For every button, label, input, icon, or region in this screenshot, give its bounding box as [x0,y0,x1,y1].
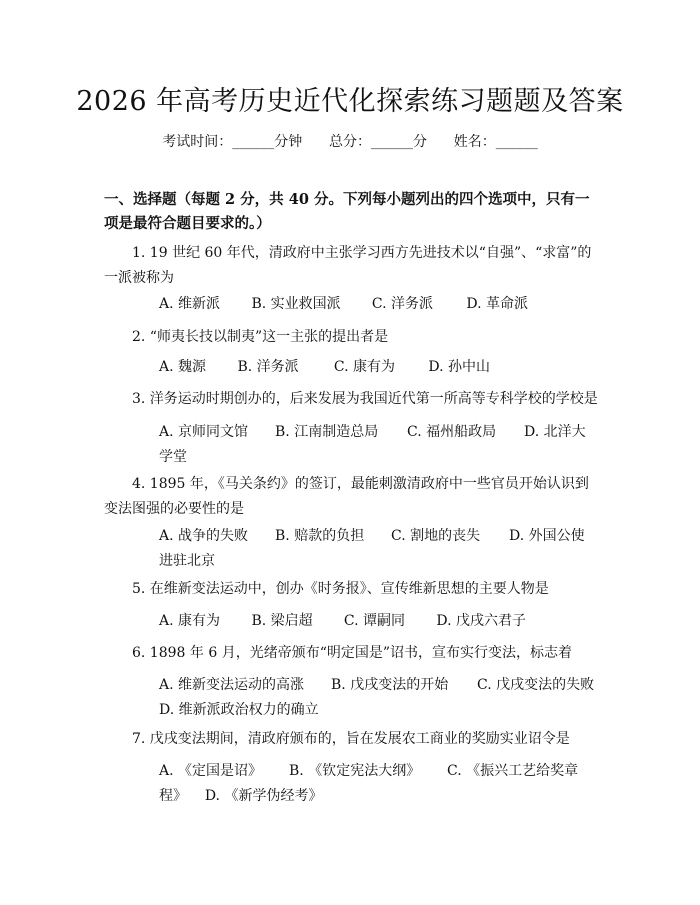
option-a: A. 魏源 [159,359,207,375]
option-c: C. 康有为 [333,359,396,375]
question-7 [104,727,598,752]
question-stem: 4. 1895 年，《马关条约》的签订，最能刺激清政府中一些官员开始认识到变法图强的必要性的是 [104,476,589,517]
option-d: D. 北洋大学堂 [159,424,586,465]
option-a: A. 《定国是诏》 [159,763,263,779]
question-5 [104,577,598,602]
option-a: A. 维新派 [159,296,221,312]
option-b: B. 赔款的负担 [275,528,365,544]
option-a: A. 维新变法运动的高涨 [159,677,305,693]
option-d: D. 维新派政治权力的确立 [159,702,319,718]
option-d: D. 戊戌六君子 [436,613,526,629]
option-c: C. 《振兴工艺给奖章程》 [159,763,579,804]
question-2 [104,325,598,350]
option-b: B. 《钦定宪法大纲》 [289,763,421,779]
question-stem: 6. 1898 年 6 月，光绪帝颁布“明定国是”诏书，宣布实行变法，标志着 [132,645,573,661]
option-c: C. 谭嗣同 [343,613,406,629]
option-b: B. 梁启超 [251,613,313,629]
option-d: D. 革命派 [466,296,528,312]
option-d: D. 外国公使进驻北京 [159,528,585,569]
section-heading: 一、选择题（每题 2 分，共 40 分。下列每小题列出的四个选项中，只有一项是最符合题目要求的。） [104,191,590,232]
option-a: A. 康有为 [159,613,221,629]
student-name: 姓名：______ [453,134,538,150]
option-c: C. 福州船政局 [407,424,497,440]
page-title: 2026 年高考历史近代化探索练习题题及答案 [76,86,624,117]
option-b: B. 江南制造总局 [275,424,379,440]
option-c: C. 割地的丧失 [391,528,481,544]
question-1 [104,241,598,291]
exam-score: 总分：______分 [329,134,427,150]
question-2-options [104,355,598,380]
question-5-options [104,609,598,634]
question-7-options [104,759,598,809]
option-b: B. 洋务派 [237,359,299,375]
option-b: B. 实业救国派 [251,296,341,312]
option-d: D. 孙中山 [428,359,490,375]
question-stem: 3. 洋务运动时期创办的，后来发展为我国近代第一所高等专科学校的学校是 [132,391,598,407]
question-3-options [104,420,598,470]
question-stem: 5. 在维新变法运动中，创办《时务报》、宣传维新思想的主要人物是 [132,581,549,597]
question-4-options [104,524,598,574]
option-c: C. 戊戌变法的失败 [477,677,595,693]
question-4 [104,472,598,522]
question-3 [104,387,598,412]
option-c: C. 洋务派 [371,296,434,312]
exam-meta [0,131,700,151]
question-stem: 2. “师夷长技以制夷”这一主张的提出者是 [132,329,389,345]
question-6 [104,641,598,666]
option-a: A. 京师同文馆 [159,424,249,440]
option-a: A. 战争的失败 [159,528,249,544]
option-d: D. 《新学伪经考》 [204,788,323,804]
question-1-options [104,292,598,317]
question-stem: 7. 戊戌变法期间，清政府颁布的，旨在发展农工商业的奖励实业诏令是 [132,731,570,747]
exam-time: 考试时间：______分钟 [162,134,303,150]
question-6-options [104,673,598,723]
question-stem: 1. 19 世纪 60 年代，清政府中主张学习西方先进技术以“自强”、“求富”的一派被称为 [104,245,592,286]
option-b: B. 戊戌变法的开始 [331,677,449,693]
